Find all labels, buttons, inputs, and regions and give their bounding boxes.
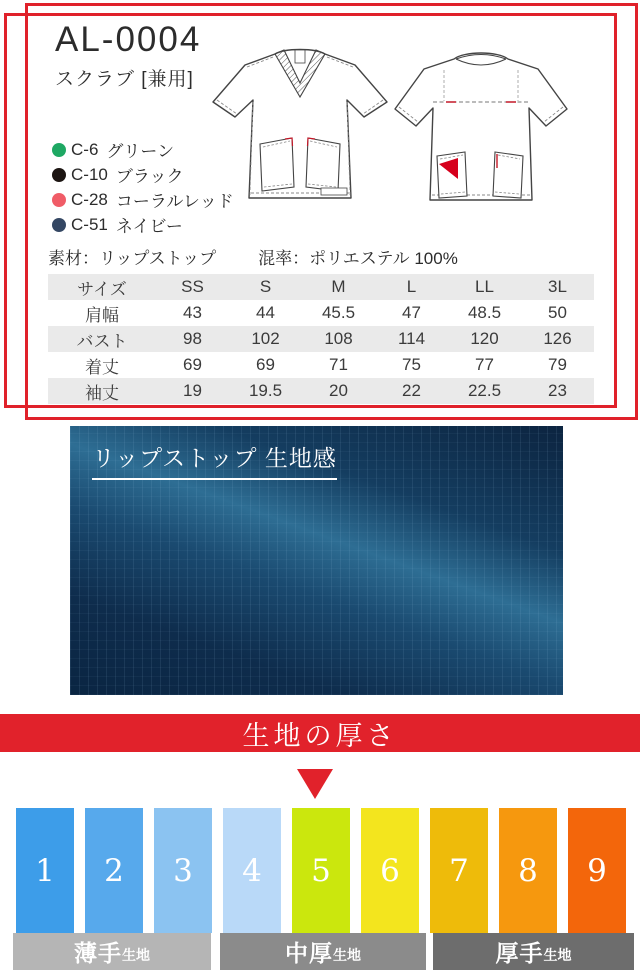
size-cell: 44 (256, 303, 275, 322)
size-cell: 79 (548, 355, 567, 374)
thickness-level-number: 4 (242, 852, 262, 889)
thickness-level-block (499, 808, 557, 933)
size-cell: 50 (548, 303, 567, 322)
size-cell: 69 (183, 355, 202, 374)
fabric-photo (70, 426, 563, 695)
thickness-level-number: 9 (587, 852, 607, 889)
size-table-row (48, 300, 594, 326)
thickness-level-number: 8 (518, 852, 538, 889)
thickness-level-block (430, 808, 488, 933)
thickness-group-sublabel: 生地 (122, 946, 150, 963)
size-cell: 71 (329, 355, 348, 374)
fabric-caption: リップストップ 生地感 (92, 440, 337, 480)
color-dot (52, 143, 66, 157)
thickness-title: 生地の厚さ (242, 720, 398, 751)
thickness-level-block (361, 808, 419, 933)
color-swatch-item (52, 212, 234, 237)
size-header-cell: 3L (548, 277, 567, 296)
size-cell: 102 (251, 329, 280, 348)
color-label: ブラック (115, 167, 184, 186)
size-header-cell: M (331, 277, 346, 296)
product-category: スクラブ [兼用] (55, 69, 194, 90)
size-cell: 120 (470, 329, 499, 348)
size-cell: 108 (324, 329, 353, 348)
size-table-header-row (48, 274, 594, 300)
size-table (48, 274, 594, 404)
size-cell: 77 (475, 355, 494, 374)
color-label: ネイビー (115, 217, 183, 236)
size-cell: 45.5 (321, 303, 356, 322)
color-dot (52, 193, 66, 207)
size-cell: 19.5 (248, 381, 283, 400)
size-header-cell: L (406, 277, 417, 296)
thickness-level-block (85, 808, 143, 933)
thickness-level-block (292, 808, 350, 933)
color-code: C-6 (71, 139, 99, 159)
color-code: C-51 (71, 214, 108, 234)
color-swatch-item (52, 137, 234, 162)
thickness-scale (16, 808, 626, 933)
thickness-group-bar-thick (433, 933, 634, 970)
thickness-level-number: 3 (173, 852, 193, 889)
size-table-row (48, 326, 594, 352)
color-dot (52, 218, 66, 232)
color-code: C-28 (71, 189, 108, 209)
color-dot (52, 168, 66, 182)
thickness-indicator-arrow (297, 769, 333, 799)
product-code: AL-0004 (55, 20, 202, 59)
size-cell: 114 (397, 329, 426, 348)
size-row-label: バスト (76, 331, 128, 351)
size-cell: 48.5 (467, 303, 502, 322)
size-header-cell: S (259, 277, 272, 296)
size-cell: 98 (183, 329, 202, 348)
color-label: コーラルレッド (115, 192, 234, 211)
size-cell: 75 (402, 355, 421, 374)
color-swatch-item (52, 187, 234, 212)
blend-label: 混率：ポリエステル 100% (258, 249, 458, 268)
size-header-cell: SS (181, 277, 204, 296)
thickness-group-label: 薄手 (74, 940, 122, 966)
size-cell: 22.5 (467, 381, 502, 400)
color-code: C-10 (71, 164, 108, 184)
size-cell: 23 (548, 381, 567, 400)
size-table-row (48, 352, 594, 378)
thickness-group-sublabel: 生地 (333, 946, 361, 963)
size-row-label: 肩幅 (85, 305, 119, 325)
thickness-level-block (568, 808, 626, 933)
size-cell: 43 (183, 303, 202, 322)
thickness-group-bar-thin (13, 933, 211, 970)
size-row-label: 着丈 (85, 357, 119, 377)
color-label: グリーン (106, 142, 175, 161)
thickness-level-number: 7 (449, 852, 469, 889)
thickness-group-label: 厚手 (495, 940, 544, 966)
size-header-cell: LL (475, 277, 494, 296)
thickness-level-block (154, 808, 212, 933)
size-cell: 20 (329, 381, 348, 400)
material-line (48, 244, 458, 269)
thickness-group-sublabel: 生地 (543, 946, 572, 963)
size-table-row (48, 378, 594, 404)
size-cell: 69 (256, 355, 275, 374)
size-cell: 47 (402, 303, 421, 322)
color-swatch-list (52, 137, 234, 237)
color-swatch-item (52, 162, 234, 187)
scrub-back-illustration (392, 46, 570, 218)
thickness-level-number: 6 (380, 852, 400, 889)
thickness-level-block (16, 808, 74, 933)
size-header-cell: サイズ (77, 279, 127, 299)
thickness-level-number: 2 (104, 852, 124, 889)
size-row-label: 袖丈 (85, 383, 119, 403)
thickness-level-number: 1 (35, 852, 55, 889)
thickness-banner (0, 714, 640, 752)
material-label: 素材：リップストップ (48, 249, 217, 268)
size-cell: 126 (543, 329, 572, 348)
size-cell: 22 (402, 381, 421, 400)
thickness-group-bar-medium (220, 933, 426, 970)
thickness-level-block (223, 808, 281, 933)
size-cell: 19 (183, 381, 202, 400)
thickness-level-number: 5 (311, 852, 331, 889)
thickness-group-label: 中厚 (285, 940, 333, 966)
